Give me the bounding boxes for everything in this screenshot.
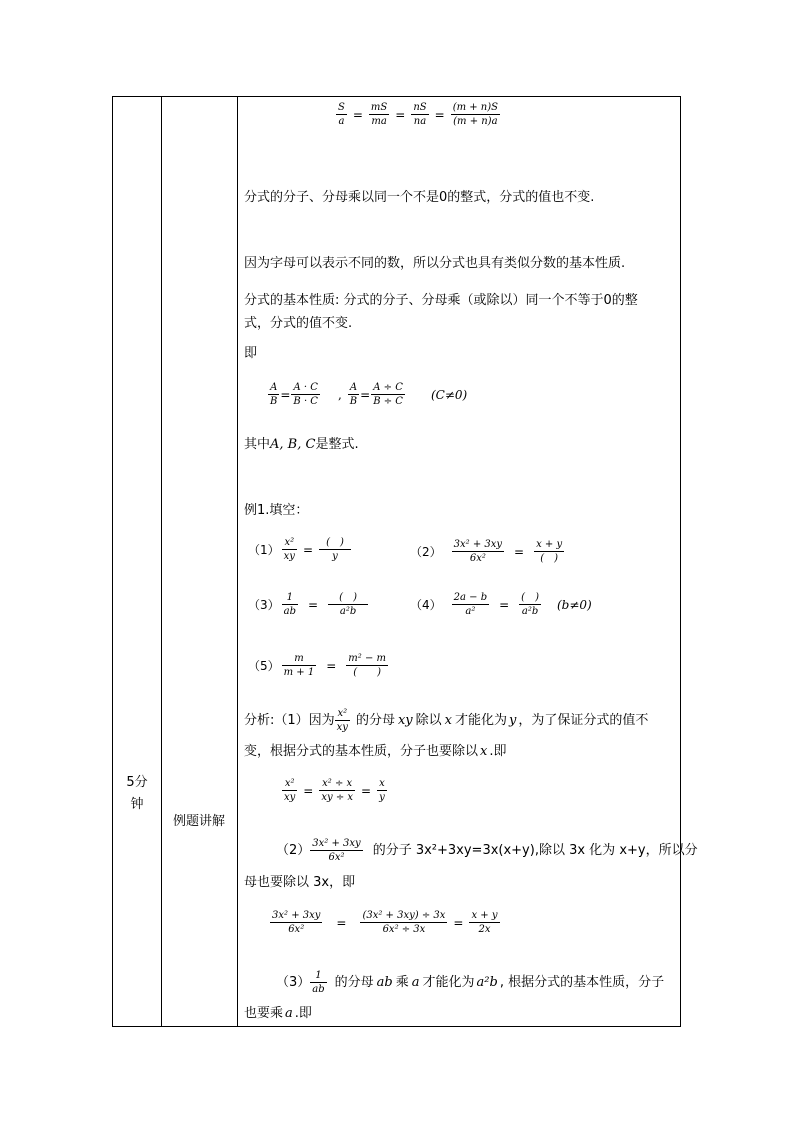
fraction: $\frac{A}{B}$ [349,382,358,407]
example-q1: （1） $\frac{\text{x²}}{xy}$ = $\frac{( )}{y}$ [248,536,351,563]
example-title: 例1.填空： [244,503,309,518]
time-cell-text: 5分钟 [126,775,148,812]
fraction: $\frac{\text{3x² + 3xy}}{\text{6x²}}$ [312,838,361,863]
paragraph: 式，分式的值不变. [244,316,353,331]
stage-cell: 例题讲解 [172,814,225,829]
analysis-1-line-2: 变，根据分式的基本性质，分子也要除以 x .即 [244,744,507,759]
fraction: $\frac{A}{B}$ [270,382,278,407]
fraction: $\frac{\text{x²}}{xy}$ [336,708,348,733]
fraction: $\frac{1}{ab}$ [312,970,325,995]
analysis-2-line-1: （2） $\frac{\text{3x² + 3xy}}{\text{6x²}}$ 的分子 3x²+3xy=3x(x+y),除以 3x 化为 x+y，所以分 [276,838,698,863]
analysis-2-line-2: 母也要除以 3x，即 [244,875,356,890]
example-q2: （2） $\frac{\text{3x² + 3xy}}{\text{6x²}}$ = $\frac{x + y}{( )}$ [410,539,563,564]
analysis-3-line-2: 也要乘 a .即 [244,1006,312,1021]
analysis-1-line-1: 分析:（1）因为 $\frac{\text{x²}}{xy}$ 的分母 xy 除以 x 才能化为 y ，为了保证分式的值不 [244,708,649,733]
paragraph: 分式的基本性质: 分式的分子、分母乘（或除以）同一个不等于0的整 [244,293,638,308]
paragraph: 其中A, B, C是整式. [244,437,359,452]
fraction: $\frac{A \div C}{B \div C}$ [373,382,403,407]
rule-formula: $\frac{A}{B}$ = $\frac{A \cdot C}{B \cdot C}$ , $\frac{A}{B}$ = $\frac{A \div C}{B \div C}$ (C≠0) [270,382,468,407]
time-cell [113,772,161,816]
derivation-2: $\frac{\text{3x² + 3xy}}{\text{6x²}}$ = $\frac{\text{(3x² + 3xy) ÷ 3x}}{\text{6x² ÷ 3x}}$ = $\frac{x + y}{2x}$ [272,910,498,935]
paragraph: 即 [244,346,258,361]
fraction: $\frac{S}{a}$ [338,102,345,127]
example-q5: （5） $\frac{m}{m + 1}$ = $\frac{\text{m² − m}}{( )}$ [248,653,387,678]
fraction: $\frac{mS}{ma}$ [370,102,388,127]
equation-basic-property: $\frac{S}{a}$ = $\frac{mS}{ma}$ = $\frac{nS}{na}$ = $\frac{(m + n)S}{(m + n)a}$ [338,102,498,127]
fraction: $\frac{A \cdot C}{B \cdot C}$ [293,382,318,407]
fraction: $\frac{nS}{na}$ [413,102,427,127]
fraction: $\frac{(m + n)S}{(m + n)a}$ [452,102,498,127]
derivation-1: $\frac{\text{x²}}{xy}$ = $\frac{\text{x² ÷ x}}{xy \div x}$ = $\frac{x}{y}$ [284,778,385,803]
paragraph: 因为字母可以表示不同的数，所以分式也具有类似分数的基本性质. [244,256,626,271]
analysis-3-line-1: （3） $\frac{1}{ab}$ 的分母 ab 乘 a 才能化为 a²b , 根据分式的基本性质，分子 [276,970,665,995]
example-q4: （4） $\frac{2a - b}{\text{a²}}$ = $\frac{( )}{\text{a²b}}$ (b≠0) [410,592,592,617]
paragraph: 分式的分子、分母乘以同一个不是0的整式，分式的值也不变. [244,190,595,205]
example-q3: （3） $\frac{1}{ab}$ = $\frac{( )}{\text{a²b}}$ [248,591,368,618]
lesson-table [112,96,698,1027]
column-divider-1 [161,97,162,1026]
content-cell [238,97,698,1026]
